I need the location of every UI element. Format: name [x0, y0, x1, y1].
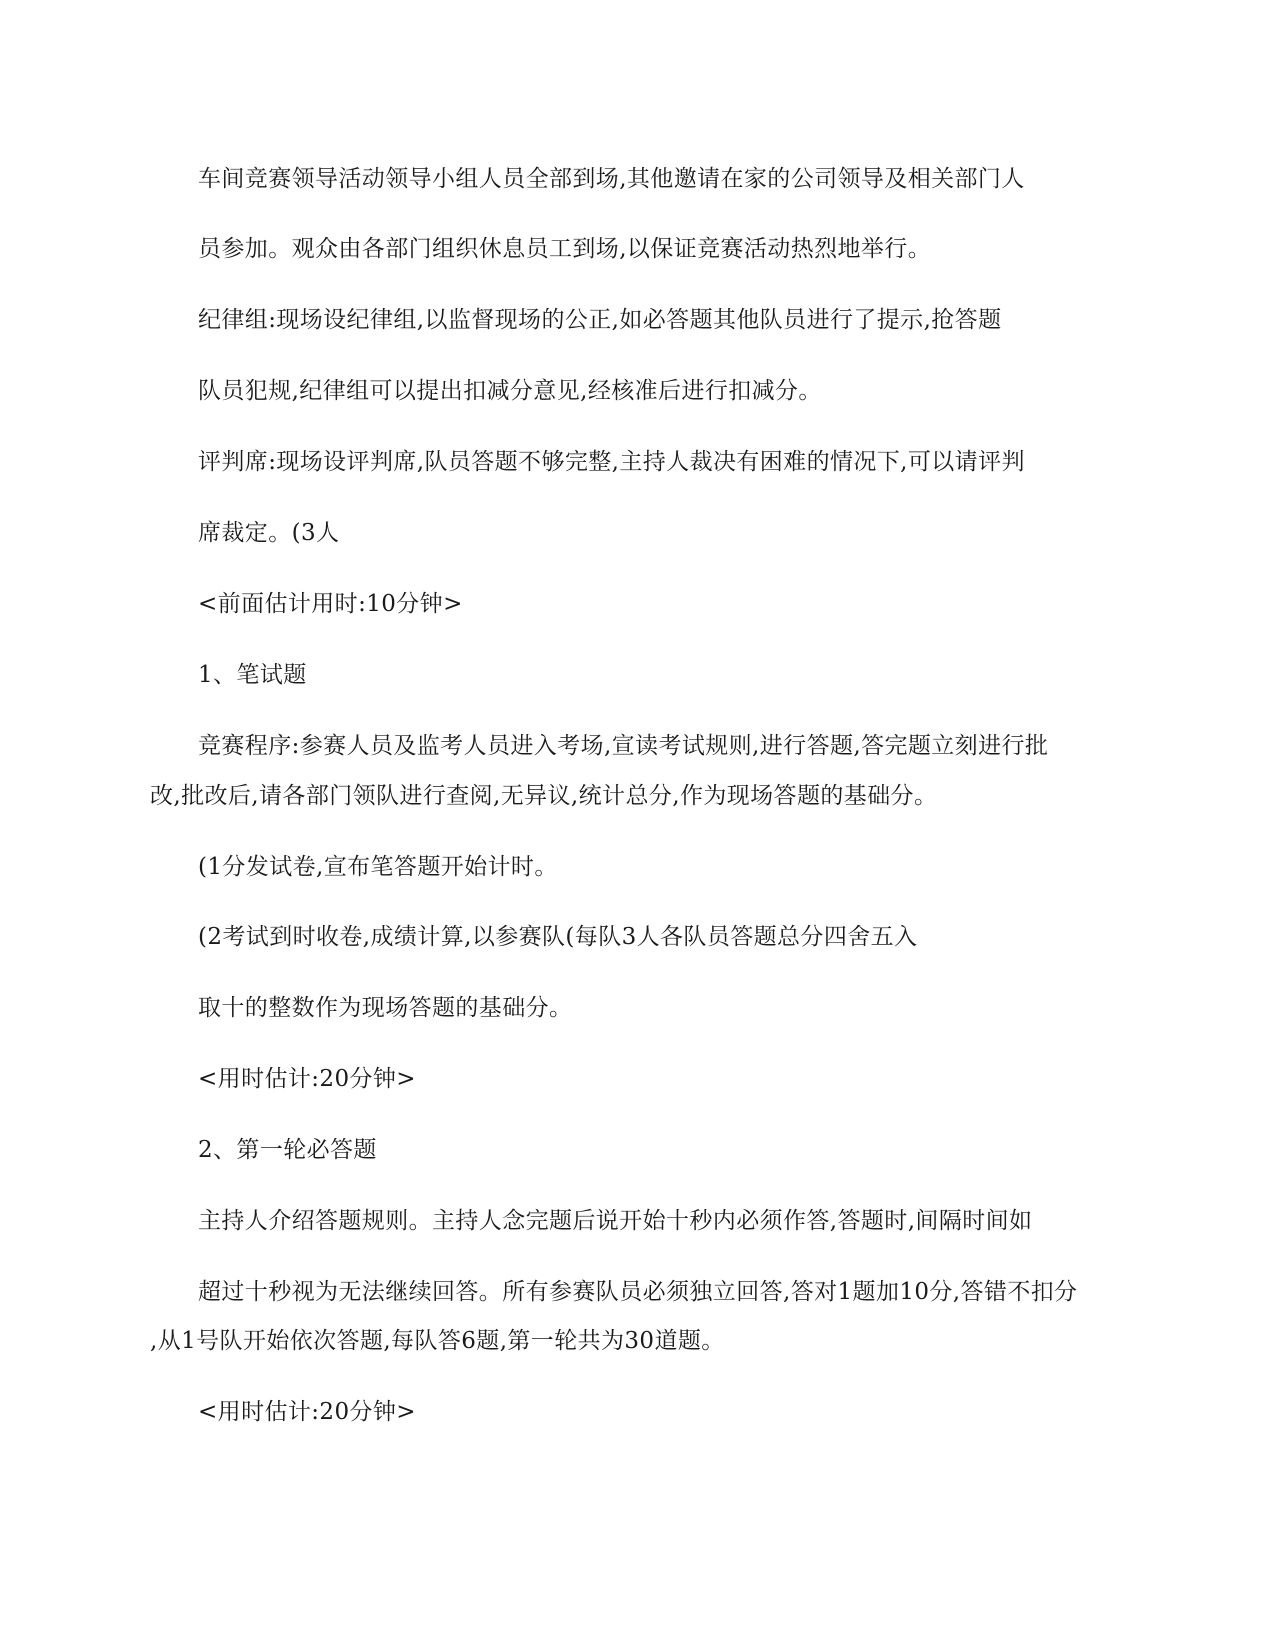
text-line: 超过十秒视为无法继续回答。所有参赛队员必须独立回答,答对1题加10分,答错不扣分: [198, 1279, 1078, 1305]
text-line: 竞赛程序:参赛人员及监考人员进入考场,宣读考试规则,进行答题,答完题立刻进行批: [198, 733, 1049, 759]
text-line: (2考试到时收卷,成绩计算,以参赛队(每队3人各队员答题总分四舍五入: [198, 924, 918, 950]
text-line: 主持人介绍答题规则。主持人念完题后说开始十秒内必须作答,答题时,间隔时间如: [198, 1208, 1033, 1234]
text-line: 改,批改后,请各部门领队进行查阅,无异议,统计总分,作为现场答题的基础分。: [150, 783, 938, 809]
text-line: 取十的整数作为现场答题的基础分。: [198, 995, 573, 1021]
text-line: ,从1号队开始依次答题,每队答6题,第一轮共为30道题。: [150, 1328, 725, 1354]
text-line: 评判席:现场设评判席,队员答题不够完整,主持人裁决有困难的情况下,可以请评判: [198, 449, 1025, 475]
text-line: 队员犯规,纪律组可以提出扣减分意见,经核准后进行扣减分。: [198, 378, 822, 404]
text-line: 席裁定。(3人: [198, 520, 340, 546]
section-heading: 1、笔试题: [198, 662, 307, 688]
text-line: <前面估计用时:10分钟>: [198, 591, 463, 617]
text-line: <用时估计:20分钟>: [198, 1399, 416, 1425]
text-line: (1分发试卷,宣布笔答题开始计时。: [198, 854, 558, 880]
section-heading: 2、第一轮必答题: [198, 1137, 377, 1163]
text-line: 纪律组:现场设纪律组,以监督现场的公正,如必答题其他队员进行了提示,抢答题: [198, 307, 1002, 333]
text-line: 车间竞赛领导活动领导小组人员全部到场,其他邀请在家的公司领导及相关部门人: [198, 166, 1025, 192]
text-line: 员参加。观众由各部门组织休息员工到场,以保证竞赛活动热烈地举行。: [198, 236, 932, 262]
text-line: <用时估计:20分钟>: [198, 1066, 416, 1092]
